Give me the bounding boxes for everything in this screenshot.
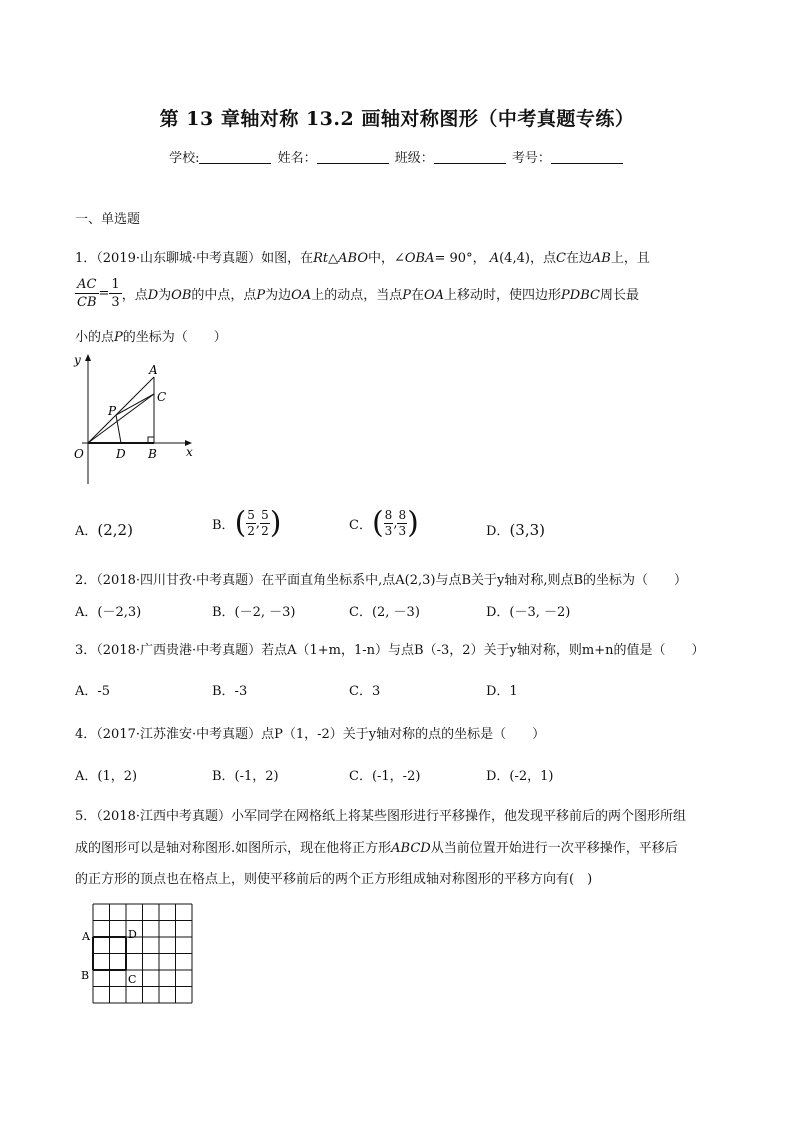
label-a: A <box>149 363 158 377</box>
q1-coordinate-figure <box>68 352 200 487</box>
name-blank[interactable] <box>317 150 389 164</box>
segment-oc <box>88 394 154 443</box>
label-x: x <box>186 445 193 459</box>
q4-option-b[interactable]: B．(-1，2) <box>212 769 279 784</box>
label-b: B <box>148 447 157 461</box>
q5-line3: 的正方形的顶点也在格点上，则使平移前后的两个正方形组成轴对称图形的平移方向有( ) <box>75 872 593 887</box>
label-d: D <box>116 447 126 461</box>
q3-text: 3．（2018·广西贵港·中考真题）若点A（1+m，1-n）与点B（-3，2）关于y轴对称，则m+n的值是（ ） <box>75 643 705 658</box>
exam-no-label: 考号： <box>511 151 551 166</box>
q4-option-d[interactable]: D．(-2，1) <box>486 769 554 784</box>
q3-option-c[interactable]: C．3 <box>349 684 381 699</box>
q1-option-c[interactable]: C．( $\frac{8}{3}$ , $\frac{8}{3}$ ) <box>349 505 419 541</box>
q2-option-d[interactable]: D．(－3, －2) <box>486 605 571 620</box>
q3-option-a[interactable]: A．-5 <box>75 684 111 699</box>
q2-option-c[interactable]: C．(2, －3) <box>349 605 420 620</box>
label-o: O <box>74 447 84 461</box>
ratio-value: $\frac{1}{3}$ <box>111 277 120 310</box>
q5-line1: 5．（2018·江西中考真题）小军同学在网格纸上将某些图形进行平移操作，他发现平移前后的两个图形所组 <box>75 809 686 824</box>
grid-label-b: B <box>81 969 90 982</box>
q1-option-d[interactable]: D．(3,3) <box>486 521 545 539</box>
page-title: 第 13 章轴对称 13.2 画轴对称图形（中考真题专练） <box>159 108 635 130</box>
grid-label-d: D <box>128 928 137 941</box>
segment-pc <box>116 394 154 415</box>
class-label: 班级： <box>394 151 434 166</box>
segment-oa <box>88 377 154 443</box>
school-blank[interactable] <box>199 150 271 164</box>
q3-option-d[interactable]: D．1 <box>486 684 518 699</box>
q1-line2: $\frac{AC}{CB}$ = $\frac{1}{3}$ ，点D为OB的中点，点P为边OA上的动点，当点P在OA上移动时，使四边形PDBC周长最 <box>77 277 639 310</box>
q4-option-c[interactable]: C．(-1，-2) <box>349 769 421 784</box>
ratio-fraction: $\frac{AC}{CB}$ <box>77 277 97 310</box>
exam-no-blank[interactable] <box>551 150 623 164</box>
q4-option-a[interactable]: A．(1，2) <box>75 769 138 784</box>
section-title: 一、单选题 <box>75 212 141 227</box>
label-p: P <box>108 404 117 418</box>
label-c: C <box>157 390 167 404</box>
q2-text: 2．（2018·四川甘孜·中考真题）在平面直角坐标系中,点A(2,3)与点B关于y轴对称,则点B的坐标为（ ） <box>75 573 688 588</box>
school-label: 学校: <box>169 151 200 166</box>
student-info-line <box>0 147 794 166</box>
q2-option-a[interactable]: A．(－2,3) <box>75 605 142 620</box>
q4-text: 4．（2017·江苏淮安·中考真题）点P（1，-2）关于y轴对称的点的坐标是（ ） <box>75 727 546 742</box>
q3-option-b[interactable]: B．-3 <box>212 684 248 699</box>
grid-lines <box>93 904 192 1003</box>
grid-label-c: C <box>128 973 137 986</box>
class-blank[interactable] <box>434 150 506 164</box>
y-axis-arrow <box>85 354 91 361</box>
q1-option-a[interactable]: A．(2,2) <box>75 521 133 539</box>
label-y: y <box>74 353 81 367</box>
q1-option-b[interactable]: B．( $\frac{5}{2}$ , $\frac{5}{2}$ ) <box>212 505 282 541</box>
q5-grid-figure <box>78 902 198 1010</box>
q1-line3: 小的点P的坐标为（ ） <box>75 330 227 345</box>
q1-line1: 1．（2019·山东聊城·中考真题）如图，在Rt△ABO中，∠OBA= 90°， A(4,4)，点C在边AB上，且 <box>75 251 650 266</box>
q2-option-b[interactable]: B．(－2, －3) <box>212 605 296 620</box>
grid-label-a: A <box>82 930 90 943</box>
name-label: 姓名： <box>277 151 317 166</box>
q5-line2: 成的图形可以是轴对称图形.如图所示，现在他将正方形ABCD从当前位置开始进行一次平移操作，平移后 <box>75 841 678 856</box>
